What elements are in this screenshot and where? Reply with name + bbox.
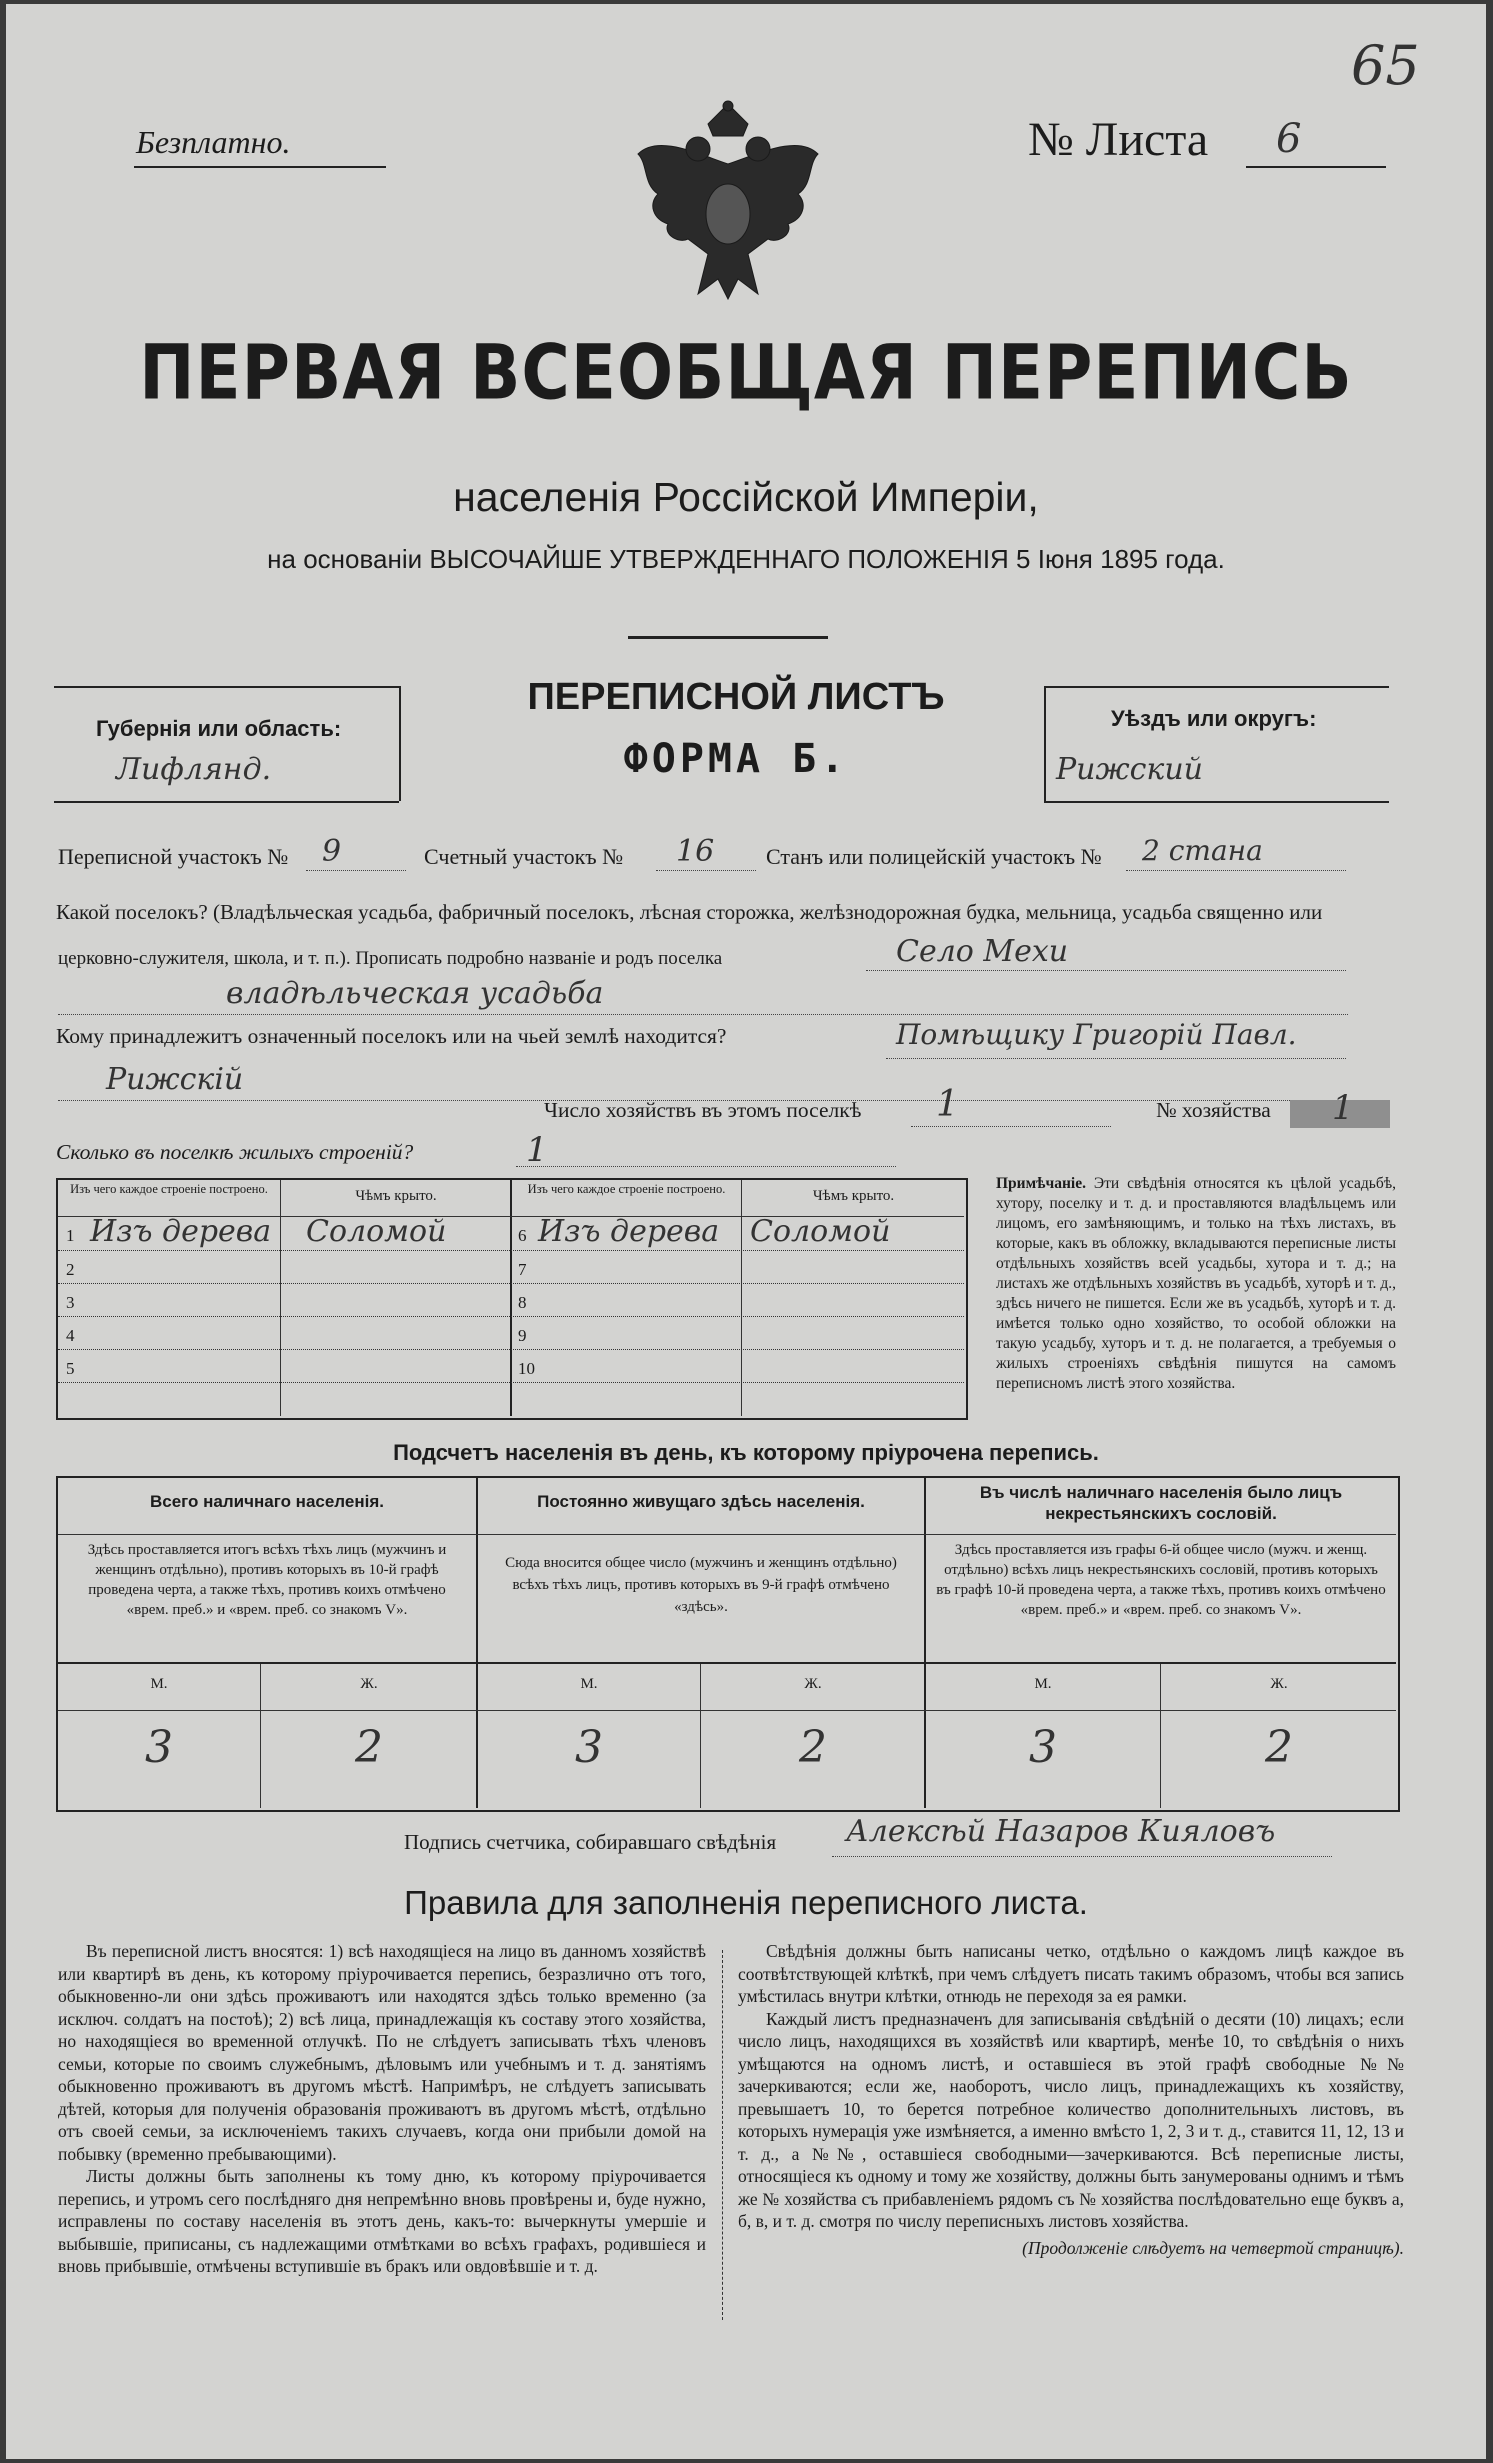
census-area-line	[306, 870, 406, 871]
right-box-bottom	[1044, 801, 1389, 803]
census-sheet	[6, 4, 1486, 2459]
census-area-value: 9	[322, 834, 342, 869]
left-box-bottom	[54, 801, 399, 803]
pt-hline2	[58, 1662, 1396, 1664]
bt-hrow1	[58, 1250, 964, 1251]
settlement-line-1	[866, 970, 1346, 971]
document-subtitle: населенія Россійской Имперіи,	[453, 474, 1039, 520]
col-nonpeasant-male-label: М.	[1034, 1676, 1052, 1692]
rules-left-column	[58, 1940, 706, 2278]
rules-left-paragraph-1: Въ переписной листъ вносятся: 1) всѣ находящіеся на лицо въ данномъ хозяйствѣ или квартирѣ въ день, къ которому пріурочивается перепись, безразлично отъ того, обыкновенно-ли они здѣсь проживаютъ или находятся здѣсь только временно (за исключ. солдатъ на постоѣ); 2) всѣ лица, принадлежащія къ составу этого хозяйства, но находящіеся во временной отлучкѣ. По не слѣдуетъ записывать тѣхъ членовъ семьи, которые по своимъ служебнымъ, дѣловымъ или учебнымъ и т. д. занятіямъ обыкновенно проживаютъ въ другомъ мѣстѣ. Напримѣръ, не слѣдуетъ записывать дѣтей, которыя для полученія образованія проживаютъ въ другомъ мѣстѣ, отдѣльно отъ своей семьи, за исключеніемъ такихъ случаевъ, когда они прибыли домой на побывку (временно пребывающими).	[58, 1941, 706, 2164]
bt-hrow2	[58, 1283, 964, 1284]
bt-hrow5	[58, 1382, 964, 1383]
province-label: Губернія или область:	[96, 716, 342, 741]
district-label: Уѣздъ или округъ:	[1111, 706, 1317, 731]
col-nonpeasant-heading: Въ числѣ наличнаго населенія было лицъ некрестьянскихъ сословій.	[979, 1483, 1343, 1523]
rules-divider	[722, 1950, 723, 2320]
buildings-count-value: 1	[526, 1130, 548, 1170]
bt-header-roof-1: Чѣмъ крыто.	[355, 1188, 437, 1204]
right-box-side	[1044, 686, 1046, 801]
bt-rownum: 9	[518, 1326, 527, 1345]
permanent-female-value: 2	[799, 1722, 827, 1773]
bt-roof-value: Соломой	[306, 1214, 447, 1249]
left-box-side	[399, 686, 401, 801]
bt-rownum: 8	[518, 1293, 527, 1312]
bt-hrow4	[58, 1349, 964, 1350]
col-permanent-heading: Постоянно живущаго здѣсь населенія.	[537, 1492, 865, 1511]
settlement-value-line2: владѣльческая усадьба	[226, 976, 604, 1011]
district-value: Рижский	[1056, 752, 1203, 787]
police-area-label: Станъ или полицейскій участокъ №	[766, 844, 1102, 869]
households-count-line	[911, 1126, 1111, 1127]
col-total-male-label: М.	[150, 1676, 168, 1692]
form-variant: ФОРМА Б.	[623, 736, 849, 782]
note-block	[996, 1174, 1396, 1394]
bt-hrow3	[58, 1316, 964, 1317]
document-title: ПЕРВАЯ ВСЕОБЩАЯ ПЕРЕПИСЬ	[139, 328, 1353, 417]
signature-line	[832, 1856, 1332, 1857]
settlement-line-2	[58, 1014, 1348, 1015]
counting-area-value: 16	[676, 834, 715, 869]
sheet-number-line	[1246, 166, 1386, 168]
free-underline	[134, 166, 386, 168]
total-female-value: 2	[355, 1722, 383, 1773]
counting-area-line	[656, 870, 756, 871]
bt-rownum: 7	[518, 1260, 527, 1279]
bt-rownum: 4	[66, 1326, 75, 1345]
rules-right-paragraph-2: Каждый листъ предназначенъ для записыванія свѣдѣній о десяти (10) лицахъ; если число лицъ, находящихся въ хозяйствѣ или квартирѣ, менѣе 10, то свѣдѣнія о нихъ умѣщаются на одномъ листѣ, и оставшіеся въ этой графѣ свободные №№ зачеркиваются; если же, наоборотъ, число лицъ, принадлежащихъ къ хозяйству, превышаетъ 10, то берется потребное количество дополнительныхъ листовъ, въ которыхъ нумерація уже измѣняется, а именно вмѣсто 1, 2, 3 и т. д., ставится 11, 12, 13 и т. д., а №№, оставшіеся свободными—зачеркиваются. Всѣ переписные листы, относящіеся къ одному и тому же хозяйству, должны быть занумерованы однимъ и тѣмъ же № хозяйства съ прибавленіемъ рядомъ съ № хозяйства послѣдовательно еще буквъ а, б, в, и т. д. смотря по числу переписныхъ листовъ хозяйства.	[738, 2008, 1404, 2231]
permanent-male-value: 3	[575, 1722, 603, 1773]
bt-rownum: 2	[66, 1260, 75, 1279]
owner-line-1	[886, 1058, 1346, 1059]
households-count-label: Число хозяйствъ въ этомъ поселкѣ	[544, 1098, 862, 1122]
buildings-count-line	[516, 1166, 896, 1167]
nonpeasant-male-value: 3	[1029, 1722, 1057, 1773]
rules-heading: Правила для заполненія переписного листа.	[404, 1884, 1088, 1921]
owner-value-line2: Рижскій	[106, 1062, 244, 1097]
right-box-top	[1044, 686, 1389, 688]
col-nonpeasant-female-label: Ж.	[1270, 1676, 1288, 1692]
households-count-value: 1	[936, 1084, 959, 1125]
col-permanent-description: Сюда вносится общее число (мужчинъ и женщинъ отдѣльно) всѣхъ тѣхъ лицъ, противъ которыхъ въ 9-й графѣ отмѣчено «здѣсь».	[505, 1555, 897, 1615]
document-basis: на основаніи ВЫСОЧАЙШЕ УТВЕРЖДЕННАГО ПОЛОЖЕНІЯ 5 Іюня 1895 года.	[267, 544, 1225, 574]
bt-rownum: 5	[66, 1359, 75, 1378]
settlement-question: Какой поселокъ? (Владѣльческая усадьба, фабричный поселокъ, лѣсная сторожка, желѣзнодорожная будка, мельница, усадьба священно или	[56, 900, 1323, 924]
rules-right-paragraph-1: Свѣдѣнія должны быть написаны четко, отдѣльно о каждомъ лицѣ каждое въ соотвѣтствующей клѣткѣ, при чемъ слѣдуетъ писать такимъ образомъ, чтобы вся запись умѣстилась внутри клѣтки, отнюдь не переходя за ея рамки.	[738, 1941, 1404, 2006]
col-total-description: Здѣсь проставляется итогъ всѣхъ тѣхъ лицъ (мужчинъ и женщинъ отдѣльно), противъ которыхъ въ 10-й графѣ проведена черта, а также тѣхъ, противъ коихъ отмѣчено «врем. преб.» и «врем. преб. со знакомъ V».	[87, 1542, 447, 1618]
bt-rownum: 1	[66, 1226, 75, 1245]
col-total-female-label: Ж.	[360, 1676, 378, 1692]
household-number-label: № хозяйства	[1156, 1098, 1271, 1122]
sheet-number-label: № Листа	[1028, 113, 1209, 166]
police-area-line	[1126, 870, 1346, 871]
owner-question: Кому принадлежитъ означенный поселокъ или на чьей землѣ находится?	[56, 1024, 727, 1048]
free-label: Безплатно.	[136, 124, 291, 160]
pt-sub1	[260, 1662, 261, 1808]
note-title: Примѣчаніе.	[996, 1175, 1086, 1192]
left-box-top	[54, 686, 399, 688]
rules-left-paragraph-2: Листы должны быть заполнены къ тому дню, къ которому пріурочивается перепись, и утромъ сего послѣдняго дня непремѣнно вновь провѣрены и, буде нужно, исправлены по составу населенія въ этотъ день, какъ-то: вычеркнуты умершіе и выбывшіе, приписаны, съ надлежащими отмѣтками во всѣхъ графахъ, родившіеся и вновь прибывшіе, отмѣчены вступившіе въ бракъ или овдовѣвшіе и т. д.	[58, 2166, 706, 2276]
imperial-eagle-emblem-icon	[618, 94, 838, 314]
pt-hline3	[58, 1710, 1396, 1711]
col-nonpeasant-description: Здѣсь проставляется изъ графы 6-й общее число (мужч. и женщ. отдѣльно) всѣхъ лицъ некрестьянскихъ сословій, противъ которыхъ въ графѣ 10-й проведена черта, а также тѣхъ, противъ коихъ отмѣчено «врем. преб.» и «врем. преб. со знакомъ V».	[936, 1542, 1386, 1618]
bt-material-value: Изъ дерева	[538, 1214, 720, 1249]
col-total-heading: Всего наличнаго населенія.	[150, 1492, 384, 1511]
title-divider	[628, 636, 828, 639]
population-heading: Подсчетъ населенія въ день, къ которому пріурочена перепись.	[393, 1440, 1099, 1465]
household-number-value: 1	[1332, 1088, 1354, 1128]
pt-hline1	[58, 1534, 1396, 1535]
col-permanent-male-label: М.	[580, 1676, 598, 1692]
col-permanent-female-label: Ж.	[804, 1676, 822, 1692]
bt-header-roof-2: Чѣмъ крыто.	[812, 1188, 895, 1204]
nonpeasant-female-value: 2	[1265, 1722, 1293, 1773]
rules-right-column	[738, 1940, 1404, 2259]
settlement-question-cont: церковно-служителя, школа, и т. п.). Прописать подробно названіе и родъ поселка	[58, 948, 723, 969]
bt-roof-value: Соломой	[750, 1214, 891, 1249]
rules-continued-note: (Продолженіе слѣдуетъ на четвертой страницѣ).	[1022, 2237, 1404, 2258]
bt-header-material-1: Изъ чего каждое строеніе построено.	[70, 1182, 268, 1196]
note-text: Эти свѣдѣнія относятся къ цѣлой усадьбѣ, хутору, поселку и т. д. и проставляются владѣльцемъ или лицомъ, его замѣняющимъ, и только на тѣхъ листахъ, въ которые, какъ въ обложку, вкладываются переписные листы отдѣльныхъ хозяйствъ всей усадьбы, хутора и т. д.; на листахъ же отдѣльныхъ хозяйствъ въ усадьбѣ, хуторѣ и т. д., здѣсь ничего не пишется. Если же въ усадьбѣ, хуторѣ и т. д. имѣется только одно хозяйство, то особой обложки на такую усадьбу, хуторъ и т. д. не полагается, а требуемыя о жилыхъ строеніяхъ свѣдѣнія пишутся на самомъ переписномъ листѣ этого хозяйства.	[996, 1175, 1397, 1392]
bt-material-value: Изъ дерева	[90, 1214, 272, 1249]
buildings-count-label: Сколько въ поселкѣ жилыхъ строеній?	[56, 1140, 414, 1164]
police-area-value: 2 стана	[1142, 834, 1263, 867]
province-value: Лифлянд.	[116, 752, 272, 787]
pt-sub3	[1160, 1662, 1161, 1808]
form-sheet-title: ПЕРЕПИСНОЙ ЛИСТЪ	[527, 676, 945, 718]
bt-rownum: 10	[518, 1359, 535, 1378]
enumerator-signature-label: Подпись счетчика, собиравшаго свѣдѣнія	[404, 1830, 777, 1854]
enumerator-signature-value: Алексѣй Назаров Кияловъ	[846, 1814, 1276, 1849]
bt-header-material-2: Изъ чего каждое строеніе построено.	[527, 1182, 726, 1196]
owner-value-line1: Помѣщику Григорій Павл.	[896, 1018, 1297, 1051]
settlement-value-line1: Село Мехи	[896, 934, 1069, 969]
bt-rownum: 3	[66, 1293, 75, 1312]
pt-sub2	[700, 1662, 701, 1808]
archive-folio-number: 65	[1351, 34, 1420, 97]
bt-rownum: 6	[518, 1226, 527, 1245]
counting-area-label: Счетный участокъ №	[424, 844, 624, 869]
total-male-value: 3	[145, 1722, 173, 1773]
census-area-label: Переписной участокъ №	[58, 844, 289, 869]
sheet-number-value: 6	[1276, 116, 1302, 162]
